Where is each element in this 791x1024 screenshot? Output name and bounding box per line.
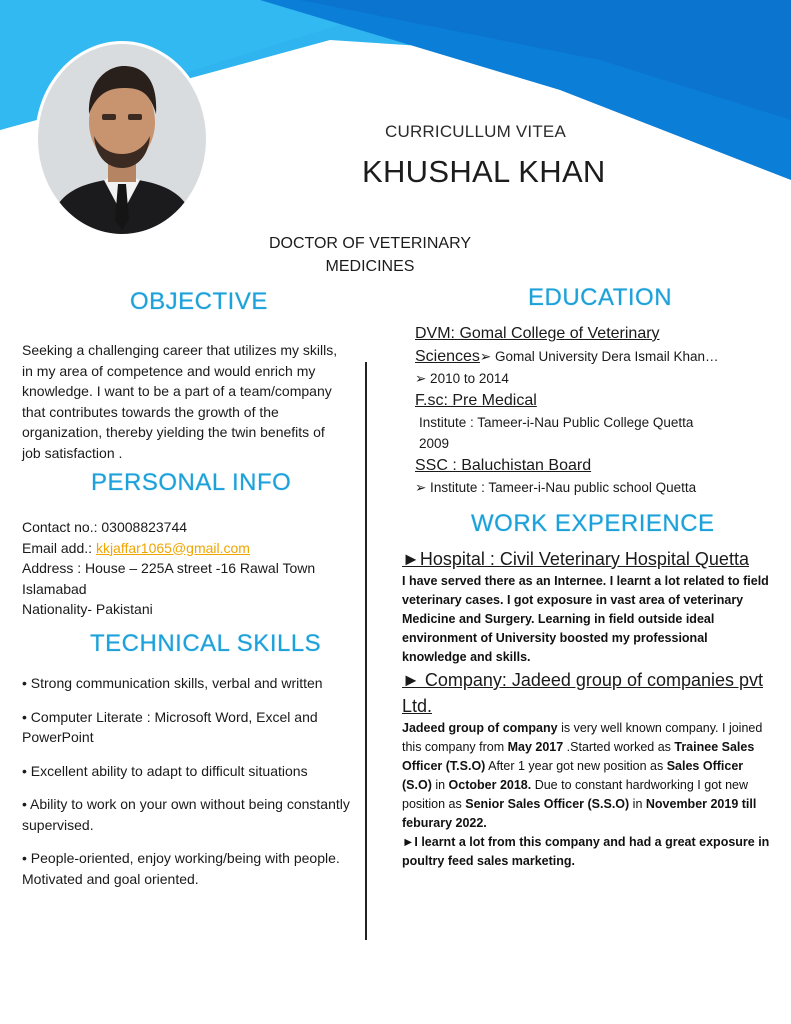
skill-item: • Computer Literate : Microsoft Word, Excel and PowerPoint [22,708,318,745]
profession-title [262,232,478,278]
profile-photo [38,44,206,234]
job2-date: May 2017 [507,740,564,754]
personal-info-heading: PERSONAL INFO [91,469,292,496]
email-link[interactable]: kkjaffar1065@gmail.com [95,539,250,556]
fsc-institute: Institute : Tameer-i-Nau Public College Quetta [419,415,694,430]
skill-item: • People-oriented, enjoy working/being with people. Motivated and goal oriented. [22,850,340,887]
job2-company: Jadeed group of company [402,721,558,735]
job2-text: Due to constant hardworking I got new position as [402,778,749,811]
job2-text: .Started worked as [563,740,675,754]
profession-line-2: MEDICINES [325,258,415,275]
nationality-text: Nationality- Pakistani [22,601,153,617]
document-title: CURRICULLUM VITEA [385,122,566,141]
job2-text: in [629,797,646,811]
email-row [22,538,352,559]
skill-item: • Excellent ability to adapt to difficult situations [22,762,308,779]
job2-position: Senior Sales Officer (S.S.O) [465,797,630,811]
objective-text: Seeking a challenging career that utilizes my skills, in my area of competence and would enrich my knowledge. I want to be a part of a team/company that contributes towards the growth of the organization, thereby yielding the twin benefits of job satisfaction . [22,342,338,461]
contact-row [22,517,352,538]
dvm-title-line-2: Sciences [415,348,480,365]
ssc-institute: ➢ Institute : Tameer-i-Nau public school Quetta [415,480,697,495]
education-section [415,322,775,498]
ssc-title: SSC : Baluchistan Board [415,457,592,474]
job1-description: I have served there as an Internee. I learnt a lot related to field veterinary cases. I got exposure in vast area of veterinary Medicine and Surgery. Learning in field outside ideal environment of University boosted my professional knowledge and skills. [402,574,769,664]
address-text: Address : House – 225A street -16 Rawal Town Islamabad [22,560,316,597]
job1-title: ►Hospital : Civil Veterinary Hospital Quetta [402,549,749,569]
skill-item: • Strong communication skills, verbal and written [22,675,323,691]
technical-skills-heading: TECHNICAL SKILLS [90,630,322,657]
job2-text: is very well known company. I joined this company from [402,721,763,754]
contact-label: Contact no.: [22,519,102,535]
contact-value: 03008823744 [101,519,188,535]
personal-info [22,517,352,620]
skills-list [22,673,362,902]
job2-learning: ►I learnt a lot from this company and had a great exposure in poultry feed sales marketing. [402,835,770,868]
job2-position: Sales Officer (S.O) [402,759,744,792]
job2-position: Trainee Sales Officer (T.S.O) [402,740,755,773]
profession-line-1: DOCTOR OF VETERINARY [268,235,472,252]
column-divider [365,362,367,940]
skill-item: • Ability to work on your own without being constantly supervised. [22,796,350,833]
dvm-title-line-1: DVM: Gomal College of Veterinary [415,325,660,342]
job2-title: ► Company: Jadeed group of companies pvt Ltd. [402,670,764,716]
fsc-title: F.sc: Pre Medical [415,392,537,409]
job2-date: October 2018. [448,778,532,792]
email-label: Email add.: [22,539,96,556]
job2-text: After 1 year got new position as [485,759,667,773]
job2-text: in [431,778,449,792]
job2-date: November 2019 till feburary 2022. [402,797,757,830]
dvm-years: ➢ 2010 to 2014 [415,371,509,386]
candidate-name: KHUSHAL KHAN [362,154,606,189]
job2-description [402,719,772,833]
objective-heading: OBJECTIVE [130,288,268,315]
education-heading: EDUCATION [528,284,673,311]
work-section [402,546,772,871]
dvm-line-2 [415,345,775,368]
work-experience-heading: WORK EXPERIENCE [471,510,715,537]
dvm-university: ➢ Gomal University Dera Ismail Khan… [479,349,719,364]
fsc-year: 2009 [419,436,450,451]
